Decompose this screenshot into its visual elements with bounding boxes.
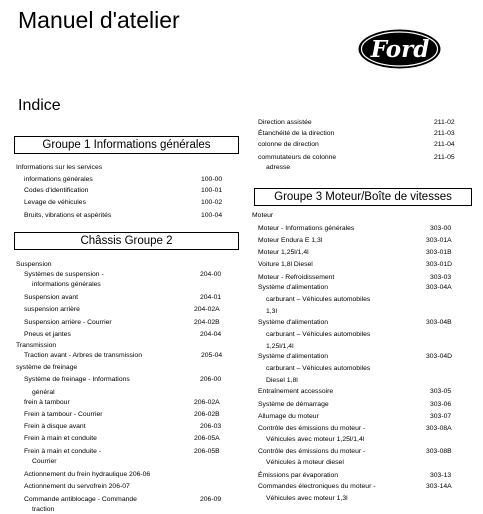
entry-label: général — [32, 389, 55, 396]
entry-label: Système de freinage - Informations — [24, 376, 130, 383]
entry-label: Système d'alimentation — [258, 319, 329, 326]
entry-label: Courrier — [32, 458, 57, 465]
entry-code: 303-01B — [426, 249, 452, 256]
entry-label: carburant – Véhicules automobiles — [266, 331, 371, 338]
entry-code: 206-09 — [200, 496, 222, 503]
entry-label: Actionnement du frein hydraulique 206-06 — [24, 471, 151, 478]
entry-label: Actionnement du servofrein 206-07 — [24, 483, 130, 490]
entry-label: colonne de direction — [258, 141, 319, 148]
entry-label: Frein à main et conduite — [24, 435, 97, 442]
entry-label: Suspension arrière - Courrier — [24, 319, 112, 326]
entry-code: 204-02A — [194, 306, 220, 313]
entry-label: Moteur 1,25l/1,4l — [258, 249, 309, 256]
entry-label: Levage de véhicules — [24, 199, 86, 206]
entry-code: 303-08B — [426, 448, 452, 455]
entry-code: 303-08A — [426, 425, 452, 432]
entry-label: Voiture 1,8l Diesel — [258, 261, 313, 268]
entry-label: Moteur - Refroidissement — [258, 274, 335, 281]
entry-label: Contrôle des émissions du moteur - — [258, 425, 366, 432]
entry-label: Allumage du moteur — [258, 413, 319, 420]
group3-header: Groupe 3 Moteur/Boîte de vitesses — [254, 188, 472, 206]
entry-label: Moteur — [252, 212, 274, 219]
entry-label: système de freinage — [16, 364, 78, 371]
entry-code: 100-00 — [201, 176, 223, 183]
page-title: Manuel d'atelier — [18, 7, 180, 33]
entry-label: Véhicules avec moteur 1,3l — [266, 495, 348, 502]
entry-label: informations générales — [32, 281, 101, 288]
entry-code: 204-02B — [194, 319, 220, 326]
entry-label: Codes d'identification — [24, 187, 89, 194]
entry-label: Véhicules à moteur diesel — [266, 459, 344, 466]
entry-label: Informations sur les services — [16, 164, 103, 171]
entry-label: Suspension avant — [24, 294, 79, 301]
entry-label: Véhicules avec moteur 1,25l/1,4l — [266, 436, 365, 443]
entry-label: traction — [32, 506, 55, 513]
entry-code: 206-02A — [194, 399, 220, 406]
entry-code: 303-03 — [430, 274, 452, 281]
entry-code: 204-01 — [200, 294, 222, 301]
entry-code: 303-13 — [430, 472, 452, 479]
entry-code: 211-04 — [434, 141, 455, 148]
entry-code: 206-03 — [200, 423, 222, 430]
entry-code: 204-04 — [200, 331, 222, 338]
entry-code: 100-02 — [201, 199, 223, 206]
entry-label: Traction avant - Arbres de transmission — [24, 352, 142, 359]
entry-code: 303-01D — [426, 261, 453, 268]
entry-label: Entraînement accessoire — [258, 388, 334, 395]
entry-code: 100-01 — [201, 187, 223, 194]
entry-label: informations générales — [24, 176, 93, 183]
entry-label: Moteur Endura E 1,3l — [258, 237, 323, 244]
entry-label: Frein à main et conduite - — [24, 448, 102, 455]
entry-label: Étanchéité de la direction — [258, 130, 335, 137]
entry-code: 303-04D — [426, 353, 453, 360]
entry-label: Moteur - Informations générales — [258, 225, 355, 232]
entry-code: 205-04 — [201, 352, 223, 359]
entry-code: 100-04 — [201, 212, 223, 219]
entry-label: carburant – Véhicules automobiles — [266, 365, 371, 372]
entry-label: Émissions par évaporation — [258, 472, 339, 479]
entry-label: Commande antiblocage - Commande — [24, 496, 137, 503]
entry-label: Pneus et jantes — [24, 331, 71, 338]
entry-label: 1,3l — [266, 308, 277, 315]
entry-code: 211-02 — [434, 119, 455, 126]
entry-code: 303-04A — [426, 284, 452, 291]
entry-label: Système d'alimentation — [258, 284, 329, 291]
entry-label: Suspension — [16, 261, 52, 268]
entry-label: commutateurs de colonne — [258, 154, 337, 161]
entry-code: 211-05 — [434, 154, 455, 161]
entry-code: 206-00 — [200, 376, 222, 383]
svg-text:Ford: Ford — [370, 36, 430, 63]
entry-code: 303-06 — [430, 401, 452, 408]
entry-code: 303-05 — [430, 388, 452, 395]
entry-code: 211-03 — [434, 130, 455, 137]
entry-label: frein à tambour — [24, 399, 70, 406]
entry-code: 204-00 — [200, 271, 222, 278]
entry-label: Frein à tambour - Courrier — [24, 411, 103, 418]
entry-code: 206-02B — [194, 411, 220, 418]
index-heading: Indice — [18, 97, 61, 114]
entry-code: 303-14A — [426, 483, 452, 490]
entry-label: Diesel 1,8l — [266, 377, 298, 384]
entry-label: Direction assistée — [258, 119, 312, 126]
group2-header: Châssis Groupe 2 — [14, 232, 239, 250]
entry-label: Frein à disque avant — [24, 423, 86, 430]
entry-label: Système d'alimentation — [258, 353, 329, 360]
group1-header: Groupe 1 Informations générales — [14, 136, 239, 154]
entry-code: 206-05B — [194, 448, 220, 455]
entry-code: 303-04B — [426, 319, 452, 326]
entry-label: Commandes électroniques du moteur - — [258, 483, 376, 490]
entry-label: Système de démarrage — [258, 401, 329, 408]
entry-code: 303-00 — [430, 225, 452, 232]
entry-label: adresse — [266, 164, 291, 171]
entry-label: Systèmes de suspension - — [24, 271, 104, 278]
entry-code: 303-07 — [430, 413, 452, 420]
entry-label: Transmission — [16, 342, 57, 349]
entry-label: suspension arrière — [24, 306, 80, 313]
ford-logo — [357, 28, 442, 70]
entry-code: 206-05A — [194, 435, 220, 442]
entry-label: Contrôle des émissions du moteur - — [258, 448, 366, 455]
entry-label: Bruits, vibrations et aspérités — [24, 212, 112, 219]
entry-code: 303-01A — [426, 237, 452, 244]
entry-label: carburant – Véhicules automobiles — [266, 296, 371, 303]
entry-label: 1,25l/1,4l — [266, 343, 294, 350]
